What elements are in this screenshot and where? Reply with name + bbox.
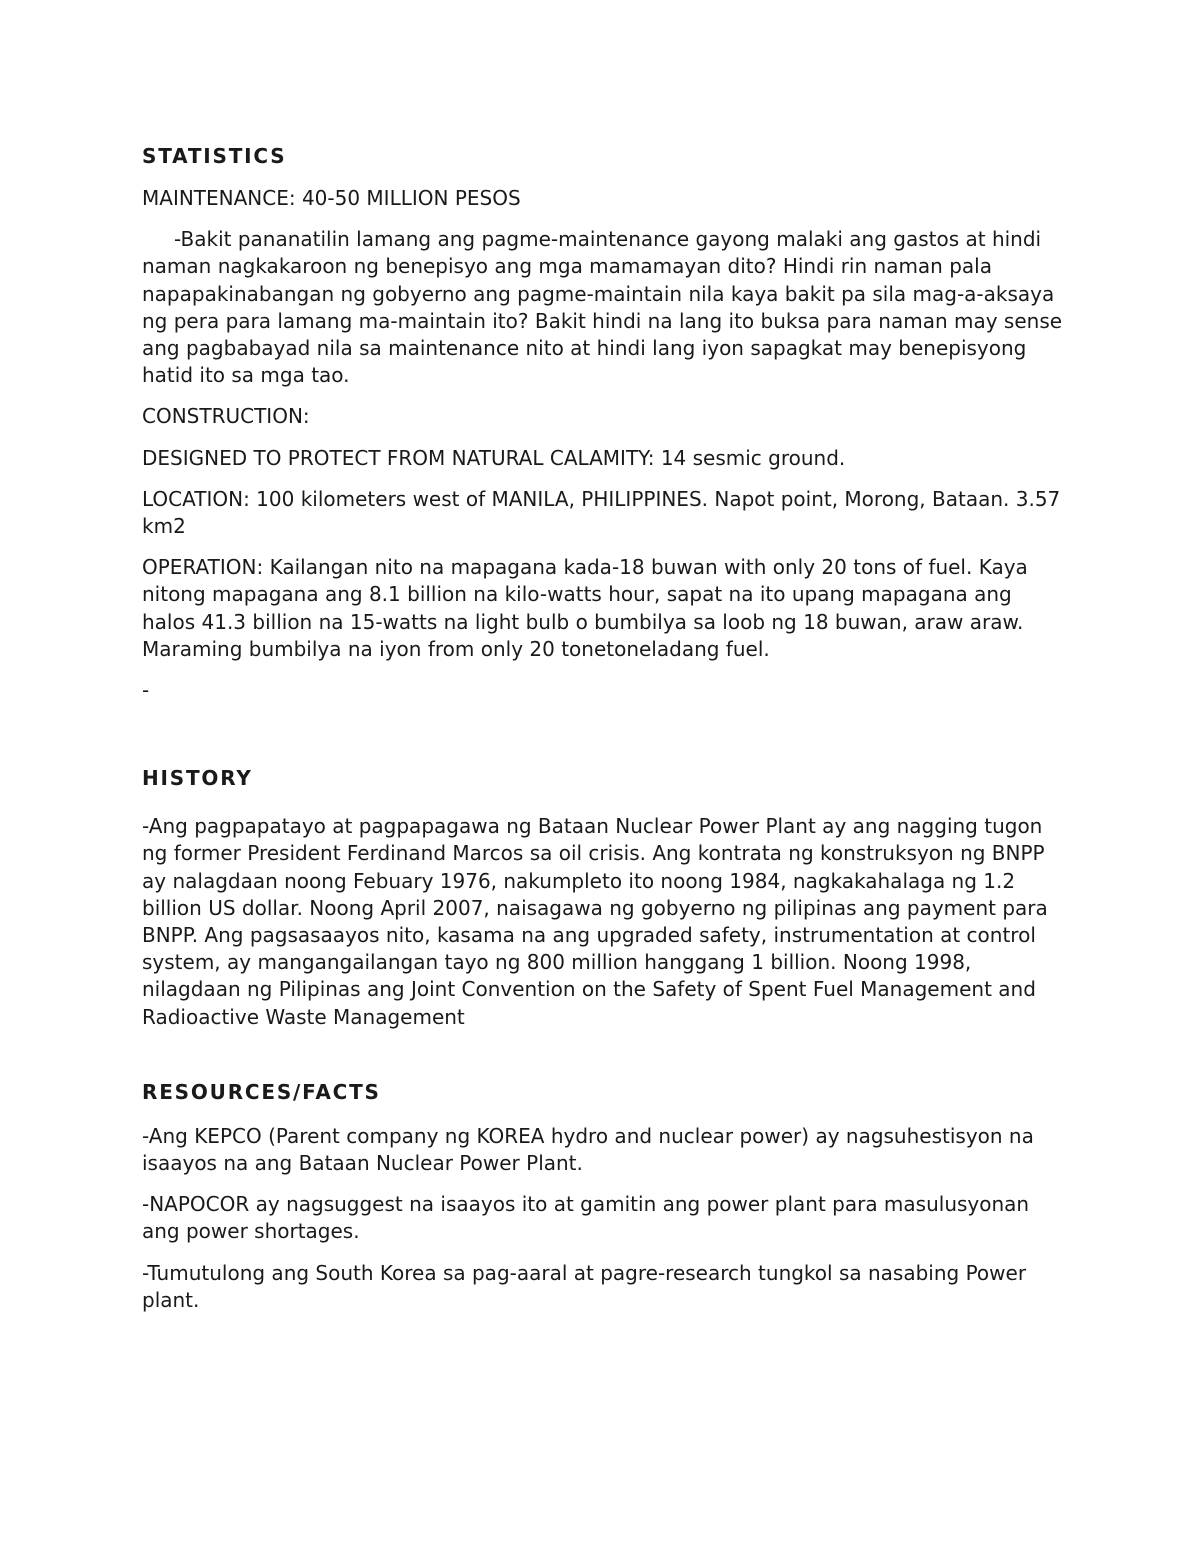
statistics-section bbox=[142, 143, 1067, 704]
history-paragraph: -Ang pagpapatayo at pagpapagawa ng Bataan Nuclear Power Plant ay ang nagging tugon ng former President Ferdinand Marcos sa oil crisis. Ang kontrata ng konstruksyon ng BNPP ay nalagdaan noong Febuary 1976, nakumpleto ito noong 1984, nagkakahalaga ng 1.2 billion US dollar. Noong April 2007, naisagawa ng gobyerno ng pilipinas ang payment para BNPP. Ang pagsasaayos nito, kasama na ang upgraded safety, instrumentation at control system, ay mangangailangan tayo ng 800 million hanggang 1 billion. Noong 1998, nilagdaan ng Pilipinas ang Joint Convention on the Safety of Spent Fuel Management and Radioactive Waste Management bbox=[142, 814, 1048, 1029]
resource-item: -Tumutulong ang South Korea sa pag-aaral at pagre-research tungkol sa nasabing Power plant. bbox=[142, 1260, 1027, 1312]
resource-item: -Ang KEPCO (Parent company ng KOREA hydro and nuclear power) ay nagsuhestisyon na isaayos na ang Bataan Nuclear Power Plant. bbox=[142, 1123, 1034, 1176]
construction-line: CONSTRUCTION: bbox=[142, 404, 310, 429]
resource-item: -NAPOCOR ay nagsuggest na isaayos ito at gamitin ang power plant para masulusyonan ang power shortages. bbox=[142, 1192, 1030, 1244]
resources-heading: RESOURCES/FACTS bbox=[142, 1079, 381, 1104]
maintenance-line: MAINTENANCE: 40-50 MILLION PESOS bbox=[142, 186, 521, 210]
location-line: LOCATION: 100 kilometers west of MANILA, PHILIPPINES. Napot point, Morong, Bataan. 3.57 km2 bbox=[142, 486, 1061, 539]
document-body bbox=[142, 143, 1067, 1314]
history-heading: HISTORY bbox=[142, 766, 253, 791]
operation-paragraph: OPERATION: Kailangan nito na mapagana kada-18 buwan with only 20 tons of fuel. Kaya nitong mapagana ang 8.1 billion na kilo-watts hour, sapat na ito upang mapagana ang halos 41.3 billion na 15-watts na light bulb o bumbilya sa loob ng 18 buwan, araw araw. Maraming bumbilya na iyon from only 20 tonetoneladang fuel. bbox=[142, 555, 1028, 661]
maintenance-note: -Bakit pananatilin lamang ang pagme-maintenance gayong malaki ang gastos at hindi naman nagkakaroon ng benepisyo ang mga mamamayan dito? Hindi rin naman pala napapakinabangan ng gobyerno ang pagme-maintain nila kaya bakit pa sila mag-a-aksaya ng pera para lamang ma-maintain ito? Bakit hindi na lang ito buksa para naman may sense ang pagbabayad nila sa maintenance nito at hindi lang iyon sapagkat may benepisyong hatid ito sa mga tao. bbox=[142, 227, 1063, 388]
dash-line: - bbox=[142, 678, 150, 703]
resources-section bbox=[142, 1079, 1067, 1314]
history-section bbox=[142, 765, 1067, 1031]
designed-line: DESIGNED TO PROTECT FROM NATURAL CALAMITY: 14 sesmic ground. bbox=[142, 445, 846, 470]
statistics-heading: STATISTICS bbox=[142, 144, 287, 168]
